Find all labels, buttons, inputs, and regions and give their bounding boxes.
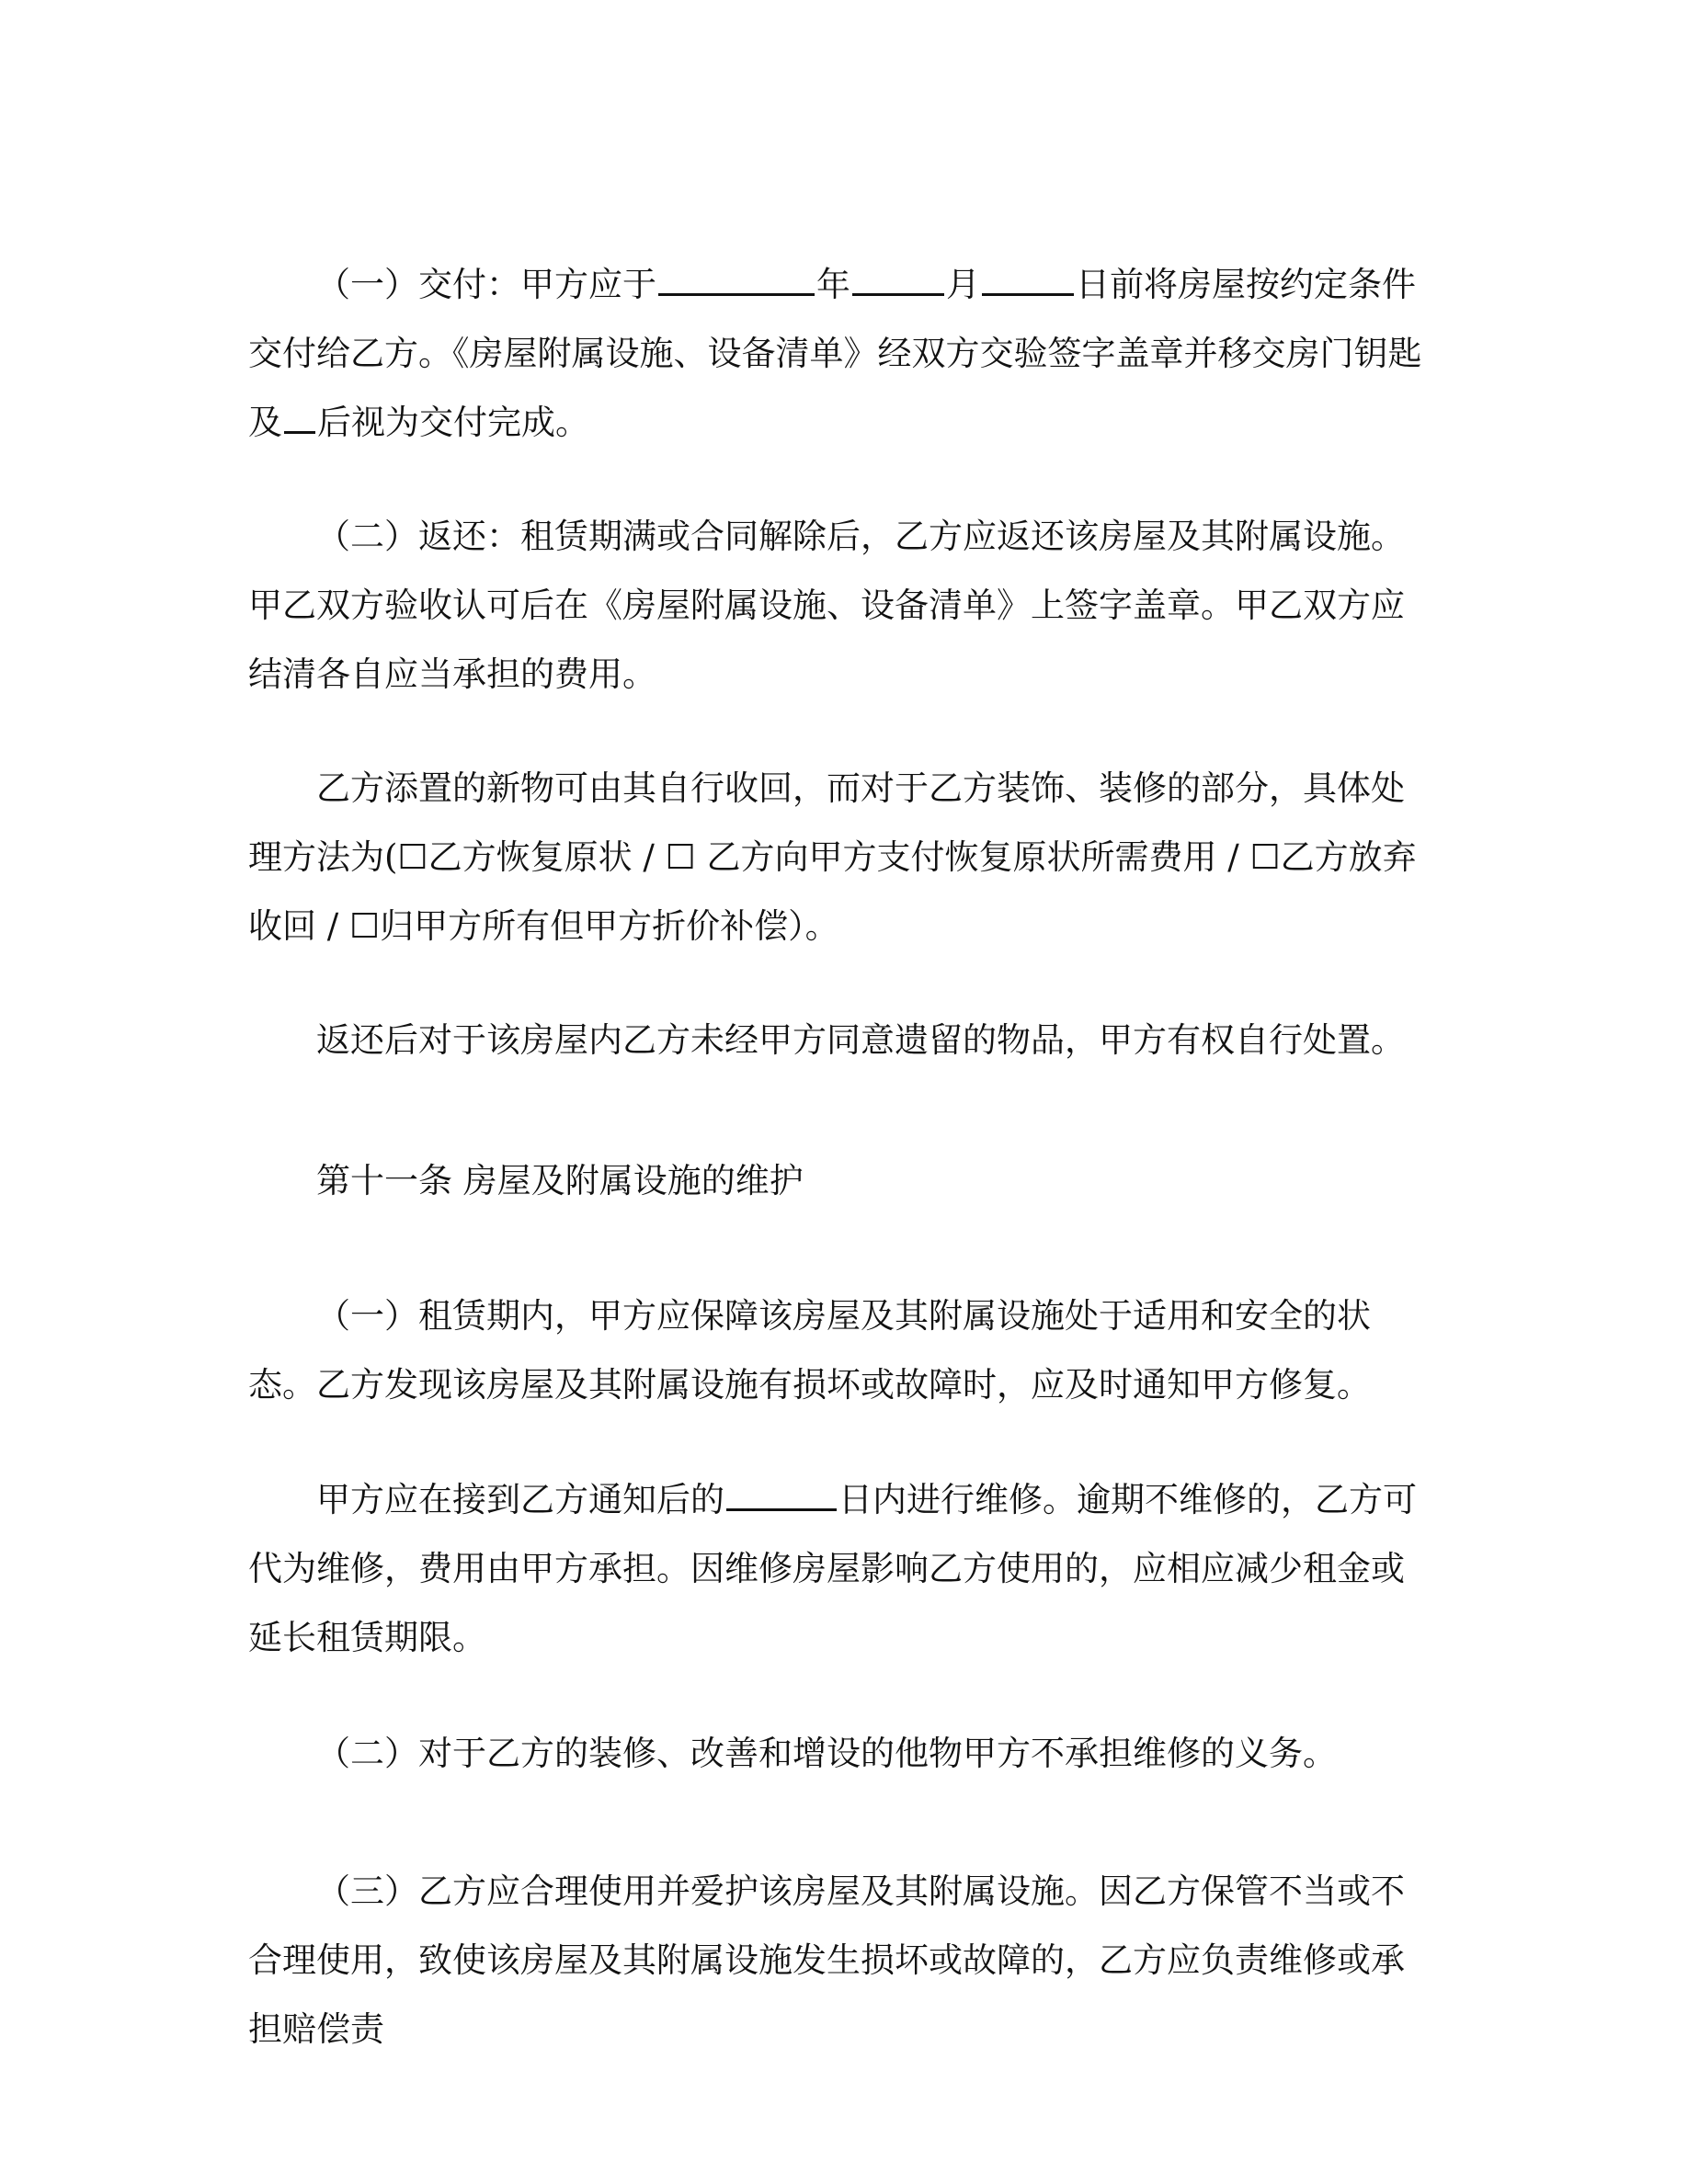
repair-prefix: 甲方应在接到乙方通知后的 [316, 1480, 724, 1519]
delivery-tail: 后视为交付完成。 [317, 403, 589, 442]
paragraph-delivery [248, 250, 1434, 457]
paragraph-repair-days [248, 1465, 1434, 1672]
repair-suffix: 日内进行维修。逾期不维修的，乙方可代为维修，费用由甲方承担。因维修房屋影响乙方使用的，应相应减少租金或延长租赁期限。 [248, 1480, 1417, 1657]
paragraph-maintenance-3: （三）乙方应合理使用并爱护该房屋及其附属设施。因乙方保管不当或不合理使用，致使该房屋及其附属设施发生损坏或故障的，乙方应负责维修或承担赔偿责 [248, 1871, 1405, 2049]
paragraph-left-items: 返还后对于该房屋内乙方未经甲方同意遗留的物品，甲方有权自行处置。 [316, 1020, 1405, 1060]
delivery-prefix: （一）交付：甲方应于 [316, 265, 656, 304]
delivery-body: 日前将房屋按约定条件交付给乙方。《房屋附属设施、设备清单》经双方交验签字盖章并移交房门钥匙及 [248, 265, 1422, 442]
day-blank [982, 262, 1074, 296]
year-blank [658, 262, 815, 296]
days-blank [726, 1477, 837, 1511]
month-blank [852, 262, 944, 296]
paragraph-new-items: 乙方添置的新物可由其自行收回，而对于乙方装饰、装修的部分，具体处理方法为(☐乙方恢复原状 / ☐ 乙方向甲方支付恢复原状所需费用 / ☐乙方放弃收回 / ☐归甲方所有但甲方折价补偿）。 [248, 768, 1417, 946]
paragraph-return: （二）返还：租赁期满或合同解除后，乙方应返还该房屋及其附属设施。甲乙双方验收认可后在《房屋附属设施、设备清单》上签字盖章。甲乙双方应结清各自应当承担的费用。 [248, 517, 1405, 694]
paragraph-maintenance-2: （二）对于乙方的装修、改善和增设的他物甲方不承担维修的义务。 [316, 1734, 1337, 1773]
key-blank [284, 400, 315, 434]
article-heading: 第十一条 房屋及附属设施的维护 [316, 1161, 804, 1200]
month-label: 月 [946, 265, 980, 304]
paragraph-maintenance-1: （一）租赁期内，甲方应保障该房屋及其附属设施处于适用和安全的状态。乙方发现该房屋及其附属设施有损坏或故障时，应及时通知甲方修复。 [248, 1296, 1371, 1405]
year-label: 年 [816, 265, 850, 304]
